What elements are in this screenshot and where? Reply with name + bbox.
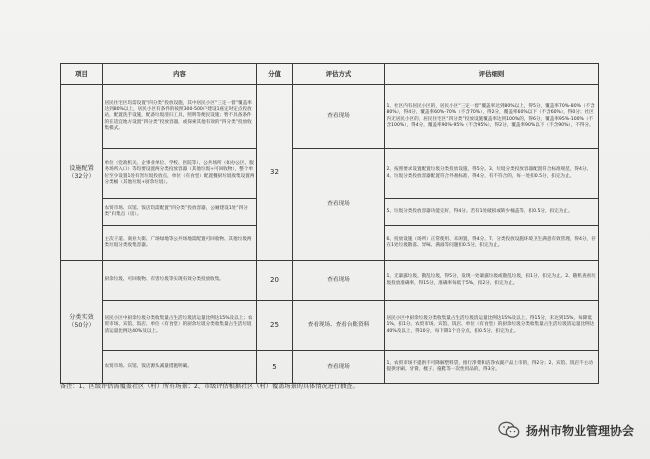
table-row	[61, 301, 599, 351]
score-cell: 25	[257, 301, 293, 351]
method-cell: 查看现场	[293, 149, 385, 261]
header-method: 评估方式	[293, 64, 385, 85]
method-cell: 查看现场	[293, 351, 385, 384]
content-cell: 农贸市场、宾馆、饭店均需配置“四分类”投放容器，公厕建设1处“四分类”归集点（房）。	[103, 199, 257, 226]
content-cell: 主次干道、商业大街、广场绿地等公共场地需配置可回收物、其他垃圾两类垃圾分类收集容器。	[103, 226, 257, 261]
rules-cell: 1、无暴露垃圾、散乱垃圾，得5分，发现一处暴露垃圾或散乱垃圾，扣1分，扣完为止。2、随机查看垃圾投放准确率，得15分，准确率每低于5%，扣2分，扣完为止。	[385, 261, 599, 301]
score-cell: 5	[257, 351, 293, 384]
method-cell: 查看现场、查看台账资料	[293, 301, 385, 351]
table-row	[61, 351, 599, 384]
item-cell-effectiveness	[61, 261, 103, 384]
header-score: 分值	[257, 64, 293, 85]
content-cell: 厨余垃圾、可回收物、有害垃圾等实现有效分类投放收集。	[103, 261, 257, 301]
rules-cell: 居民小区中厨余垃圾分类收集量占生活垃圾清运量比例达15%及以上，得15分，未达到15%，每降低1%，扣1分。农贸市场、宾馆、饭店、单位（有食堂）的厨余垃圾分类收集量占生活垃圾清运量比例达40%及以上，得10分，每下降1个百分点，扣0.5分，扣完为止。	[385, 301, 599, 351]
header-content: 内容	[103, 64, 257, 85]
score-cell: 20	[257, 261, 293, 301]
table-row	[61, 85, 599, 149]
method-cell: 查看现场	[293, 85, 385, 149]
watermark	[498, 421, 634, 439]
watermark-text: 扬州市物业管理协会	[525, 423, 634, 438]
method-cell: 查看现场	[293, 261, 385, 301]
table-row	[61, 149, 599, 199]
content-cell: 农贸市场、宾馆、饭店源头减量措施明确。	[103, 351, 257, 384]
content-cell: 居民住宅区均需设置“四分类”投放设施，其中居民小区“三定一督”覆盖率达到80%以上，居民小区有条件的按照300-500户建设1座定时定点投放站，配置洗手设施，配备垃圾清扫工具，照明等便民设施；暂不具备条件的在适宜地方设置“四分类”投放容器，或探索其他有效的“四分类”投放收集模式。	[103, 85, 257, 149]
footnote: 备注：1、区级评估需覆盖社区（村）所有场景；2、市级评估根据社区（村）覆盖场景的具体情况进行抽查。	[60, 383, 359, 390]
rules-cell: 5、垃圾分类投放容器功能完好，得4分。若有1处破损或缺少桶盖等，扣0.5分，扣完为止。	[385, 199, 599, 226]
rules-cell: 6、投放设施（场所）正常使用、未闲置，得4分。7、分类投放设施环境卫生满意有效管理，得4分，存在1处垃圾散落、异味、满溢等问题扣0.5分，扣完为止。	[385, 226, 599, 261]
content-cell: 单位（党政机关、企事业单位、学校、医院等）、公共场所（如办公区、服务场所入口）等均要设置两分类投放容器（其他垃圾+可回收物），整个单位至少设置1处有害垃圾投放点，单位（有食堂）配置餐厨垃圾收集设置两分类桶（其他垃圾+厨余垃圾）。	[103, 149, 257, 199]
table-row	[61, 261, 599, 301]
table-header-row	[61, 64, 599, 85]
wechat-icon	[498, 421, 520, 439]
rules-cell: 2、按照要求设置配置垃圾分类投放设施，得5分。3、垃圾分类投放容器配置符合标准规范，得4分。4、垃圾分类投放容器配置符合外观标准，得4分，有不符合的，每一处扣0.5分，扣完为止。	[385, 149, 599, 199]
score-cell: 32	[257, 85, 293, 261]
item-label: 设施配置（32分）	[68, 164, 95, 180]
evaluation-table	[60, 63, 599, 384]
rules-cell: 1、社区内有居民小区的，居民小区“三定一督”覆盖率达到80%以上，得5分，覆盖率70%-80%（不含80%），得4分，覆盖率60%-70%（不含70%），得2分，覆盖率60%以下（不含60%），得0分；社区内无居民小区的，居民住宅区“四分类”投放设施覆盖率达到100%的，得6分，覆盖率95%-100%（不含100%），得4分，覆盖率90%-95%（不含95%），得2分，覆盖率90%以下（不含90%），不得分。	[385, 85, 599, 149]
content-cell: 居民小区中厨余垃圾分类收集量占生活垃圾清运量比例达15%及以上；农贸市场、宾馆、饭店、单位（有食堂）的厨余垃圾分类收集量占生活垃圾清运量比例达40%及以上。	[103, 301, 257, 351]
item-cell-facilities	[61, 85, 103, 261]
item-label: 分类实效（50分）	[68, 314, 95, 329]
header-item: 项目	[61, 64, 103, 85]
rules-cell: 1、农贸市场不提供不可降解塑料袋，推行净菜和洁净农副产品上市的，得2分；2、宾馆、饭店不主动提供牙刷、牙膏、梳子、拖鞋等一次性用品的，得3分。	[385, 351, 599, 384]
header-rules: 评估细则	[385, 64, 599, 85]
